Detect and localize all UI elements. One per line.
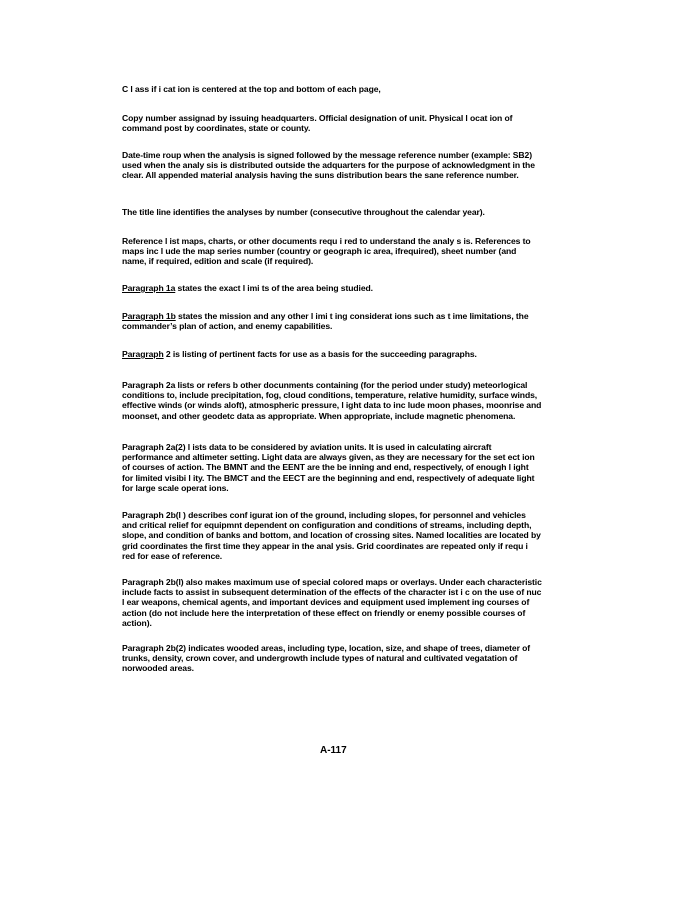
- references-paragraph: [122, 236, 542, 267]
- paragraph-text: states the mission and any other l imi t ing considerat ions such as t ime limitations, the commander’s plan of action, and enemy capabilities.: [122, 311, 529, 332]
- paragraph-text: C l ass if i cat ion is centered at the top and bottom of each page,: [122, 84, 381, 94]
- paragraph-2: [122, 349, 542, 359]
- page-number: A-117: [320, 745, 347, 756]
- paragraph-text: Paragraph 2b(l) also makes maximum use of special colored maps or overlays. Under each characteristic include facts to assist in subsequent determination of the effects of the character ist i c on the use of nuc l ear weapons, chemical agents, and important devices and equipment used implement ing courses of action (do not include here the interpretation of these effect on friendly or enemy possible courses of action).: [122, 577, 542, 628]
- paragraph-1b: [122, 311, 542, 331]
- paragraph-label: Paragraph: [122, 349, 164, 359]
- paragraph-label: Paragraph 1b: [122, 311, 176, 321]
- paragraph-2a: [122, 380, 542, 421]
- paragraph-text: Paragraph 2b(l ) describes conf igurat ion of the ground, including slopes, for personnel and vehicles and critical relief for equipmnt dependent on configuration and conditions of streams, including depth, slope, and condition of banks and bottom, and location of crossing sites. Named localities are located by grid coordinates the first time they appear in the anal ysis. Grid coordinates are repeated only if requ i red for ease of reference.: [122, 510, 541, 561]
- paragraph-label: Paragraph 1a: [122, 283, 176, 293]
- paragraph-text: Paragraph 2a lists or refers b other docunments containing (for the period under study) meteorlogical conditions to, include precipitation, fog, cloud conditions, temperature, relative humidity, surface winds, effective winds (or winds aloft), atmospheric pressure, l ight data to inc lude moon phases, moonrise and moonset, and other geodetc data as appropriate. When appropriate, include magnetic phenomena.: [122, 380, 542, 421]
- paragraph-text: Copy number assignad by issuing headquarters. Official designation of unit. Physical l ocat ion of command post by coordinates, state or county.: [122, 113, 513, 134]
- paragraph-2b2: [122, 643, 542, 674]
- copy-number-paragraph: [122, 113, 542, 133]
- paragraph-1a: [122, 283, 542, 293]
- classification-paragraph: [122, 84, 542, 94]
- paragraph-text: Date-time roup when the analysis is signed followed by the message reference number (example: SB2) used when the analy sis is distributed outside the adquarters for the purpose of acknowledgment in the clear. All appended material analysis having the suns distribution bears the sane reference number.: [122, 150, 535, 181]
- paragraph-text: Reference l ist maps, charts, or other documents requ i red to understand the analy s is. References to maps inc l ude the map series number (country or geograph ic area, ifrequired), sheet number (and name, if required, edition and scale (if required).: [122, 236, 531, 267]
- title-line-paragraph: [122, 207, 542, 217]
- paragraph-text: 2 is listing of pertinent facts for use as a basis for the succeeding paragraphs.: [163, 349, 477, 359]
- paragraph-2b1: [122, 510, 542, 561]
- paragraph-2b1-maps: [122, 577, 542, 628]
- paragraph-text: Paragraph 2b(2) indicates wooded areas, including type, location, size, and shape of trees, diameter of trunks, density, crown cover, and undergrowth include types of natural and cultivated vegatation of norwooded areas.: [122, 643, 531, 674]
- paragraph-2a2: [122, 442, 542, 493]
- paragraph-text: Paragraph 2a(2) l ists data to be considered by aviation units. It is used in calculating aircraft performance and altimeter setting. Light data are always given, as they are necessary for the set ect ion of courses of action. The BMNT and the EENT are the be inning and end, respectively, of enough l ight for limited visibi l ity. The BMCT and the EECT are the beginning and end, respectively of adequate light for large scale operat ions.: [122, 442, 535, 493]
- date-time-group-paragraph: [122, 150, 542, 181]
- paragraph-text: The title line identifies the analyses by number (consecutive throughout the calendar year).: [122, 207, 485, 217]
- paragraph-text: states the exact l imi ts of the area being studied.: [175, 283, 373, 293]
